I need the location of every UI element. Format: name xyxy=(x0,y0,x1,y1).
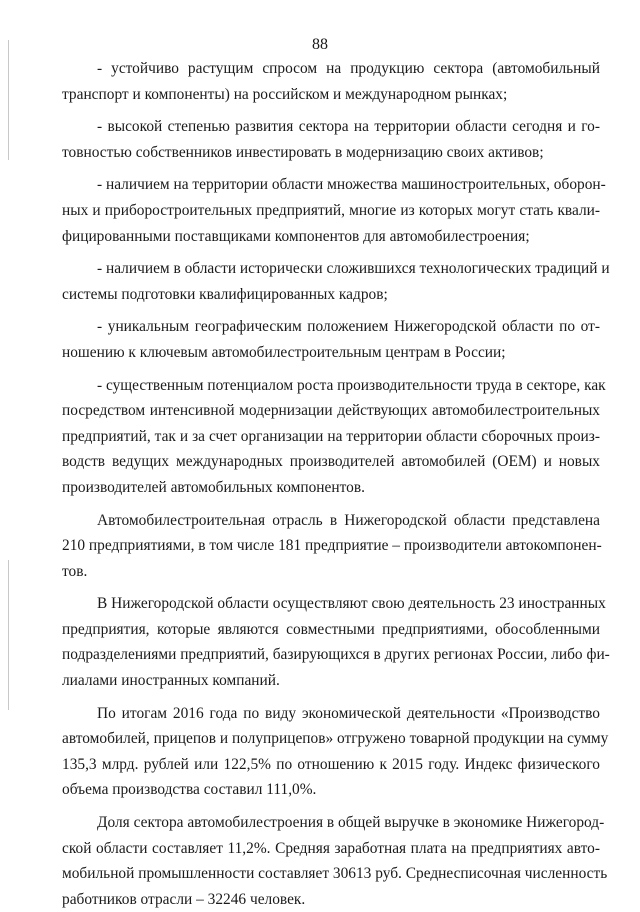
paragraph xyxy=(62,701,609,803)
paragraph-gap xyxy=(62,501,600,508)
paragraph xyxy=(62,56,600,107)
text-line: системы подготовки квалифицированных кадров; xyxy=(62,285,388,303)
text-line: мобильной промышленности составляет 30613 руб. Среднесписочная численность xyxy=(62,865,608,883)
text-line: транспорт и компоненты) на российском и международном рынках; xyxy=(62,85,508,103)
text-line: предприятий, так и за счет организации на территории области сборочных произ- xyxy=(62,427,600,445)
paragraph xyxy=(62,591,610,693)
paragraph-gap xyxy=(62,107,600,114)
text-line: подразделениями предприятий, базирующихся в других регионах России, либо фи- xyxy=(62,646,610,664)
paragraph-gap xyxy=(62,307,600,314)
paragraph xyxy=(62,256,610,307)
text-line: фицированными поставщиками компонентов для автомобилестроения; xyxy=(62,227,530,245)
text-line: работников отрасли – 32246 человек. xyxy=(62,890,306,908)
paragraph-gap xyxy=(62,249,600,256)
text-line: тов. xyxy=(62,562,88,580)
text-line: - существенным потенциалом роста производительности труда в секторе, как xyxy=(97,376,606,394)
scan-edge-mark xyxy=(8,560,9,710)
paragraph-gap xyxy=(62,165,600,172)
paragraph-gap xyxy=(62,366,600,373)
text-line: По итогам 2016 года по виду экономической деятельности «Производство xyxy=(97,704,600,722)
text-line: - наличием в области исторически сложившихся технологических традиций и xyxy=(97,260,610,278)
paragraph-gap xyxy=(62,803,600,810)
text-line: - уникальным географическим положением Нижегородской области по от- xyxy=(97,318,600,336)
text-line: водств ведущих международных производителей автомобилей (OEM) и новых xyxy=(62,453,600,471)
text-line: Доля сектора автомобилестроения в общей выручке в экономике Нижегород- xyxy=(97,814,605,832)
paragraph xyxy=(62,172,606,249)
paragraph-gap xyxy=(62,694,600,701)
text-line: ных и приборостроительных предприятий, многие из которых могут стать квали- xyxy=(62,201,600,219)
text-line: товностью собственников инвестировать в модернизацию своих активов; xyxy=(62,143,544,161)
paragraph xyxy=(62,810,608,912)
paragraph-gap xyxy=(62,584,600,591)
text-line: посредством интенсивной модернизации действующих автомобилестроительных xyxy=(62,402,600,420)
text-line: автомобилей, прицепов и полуприцепов» отгружено товарной продукции на сумму xyxy=(62,730,609,748)
text-line: предприятия, которые являются совместными предприятиями, обособленными xyxy=(62,620,600,638)
text-line: 135,3 млрд. рублей или 122,5% по отношению к 2015 году. Индекс физического xyxy=(62,755,600,773)
text-line: 210 предприятиями, в том числе 181 предприятие – производители автокомпонен- xyxy=(62,537,602,555)
paragraph xyxy=(62,314,600,365)
text-line: - устойчиво растущим спросом на продукцию сектора (автомобильный xyxy=(97,60,600,77)
paragraph xyxy=(62,373,606,501)
text-line: - высокой степенью развития сектора на территории области сегодня и го- xyxy=(97,118,600,136)
text-line: В Нижегородской области осуществляют свою деятельность 23 иностранных xyxy=(97,595,606,613)
text-line: Автомобилестроительная отрасль в Нижегородской области представлена xyxy=(97,511,600,529)
text-line: ношению к ключевым автомобилестроительным центрам в России; xyxy=(62,343,506,361)
text-line: лиалами иностранных компаний. xyxy=(62,672,280,690)
text-line: объема производства составил 111,0%. xyxy=(62,781,317,799)
text-line: ской области составляет 11,2%. Средняя заработная плата на предприятиях авто- xyxy=(62,839,600,857)
text-line: производителей автомобильных компонентов. xyxy=(62,478,365,496)
paragraph xyxy=(62,114,600,165)
page-number: 88 xyxy=(312,36,328,53)
paragraph xyxy=(62,508,600,585)
text-line: - наличием на территории области множества машиностроительных, оборон- xyxy=(97,176,606,194)
scan-edge-mark xyxy=(8,40,9,160)
document-body xyxy=(62,56,610,912)
